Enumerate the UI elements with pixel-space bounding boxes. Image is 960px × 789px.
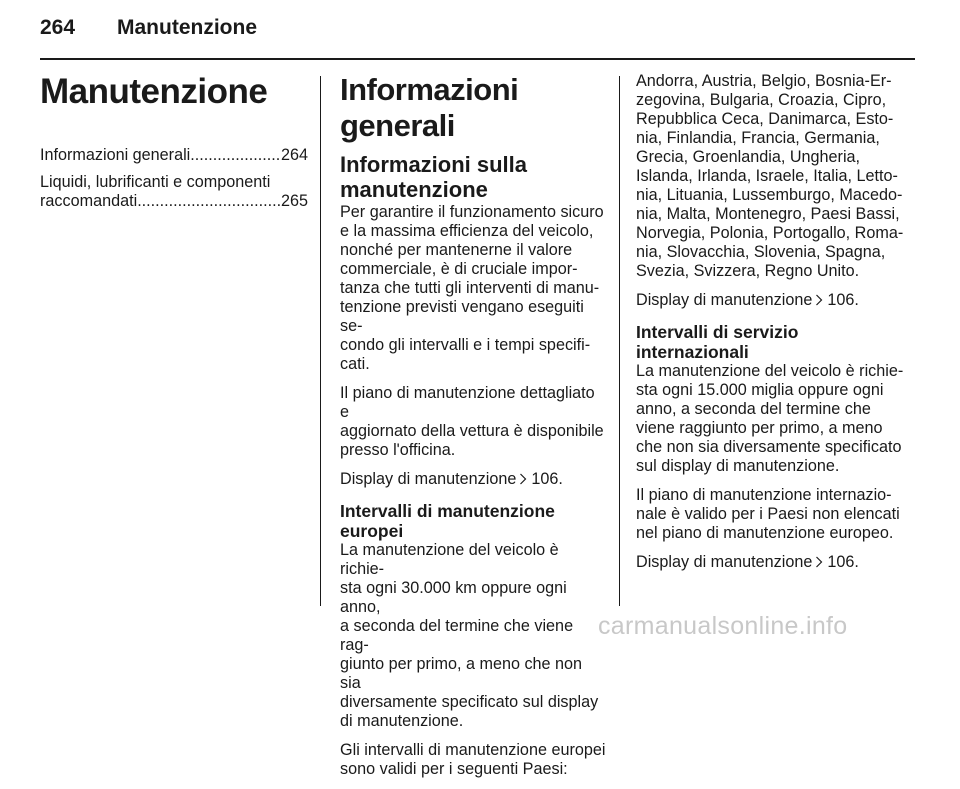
- text-line: a seconda del termine che viene rag-: [340, 617, 574, 654]
- subsection-heading: Intervalli di manutenzione europei: [340, 501, 555, 541]
- text-line: nia, Finlandia, Francia, Germania,: [636, 129, 880, 147]
- toc-entry-text-line1: Liquidi, lubrificanti e componenti: [40, 173, 271, 191]
- section-heading: Informazioni generali: [340, 72, 519, 143]
- toc-entry-text: Informazioni generali: [40, 146, 191, 164]
- toc-leader: [190, 146, 281, 165]
- text-line: sono validi per i seguenti Paesi:: [340, 760, 568, 778]
- text-line: anno, a seconda del termine che: [636, 400, 871, 418]
- text-line: Norvegia, Polonia, Portogallo, Roma-: [636, 224, 904, 242]
- toc-entry-text: raccomandati: [40, 192, 138, 210]
- toc-leader: [137, 192, 281, 211]
- cross-reference[interactable]: Display di manutenzione 106.: [340, 470, 563, 488]
- text-line: sta ogni 30.000 km oppure ogni anno,: [340, 579, 567, 616]
- watermark: carmanualsonline.info: [598, 612, 848, 640]
- text-line: condo gli intervalli e i tempi specifi-: [340, 336, 591, 354]
- text-line: Per garantire il funzionamento sicuro: [340, 203, 604, 221]
- column-2: [340, 72, 606, 789]
- paragraph: [340, 741, 606, 779]
- page-header: [40, 16, 920, 46]
- text-line: Andorra, Austria, Belgio, Bosnia-Er-: [636, 72, 892, 90]
- paragraph: [636, 362, 904, 476]
- paragraph: [340, 384, 606, 460]
- text-line: giunto per primo, a meno che non sia: [340, 655, 583, 692]
- text-line: nia, Slovacchia, Slovenia, Spagna,: [636, 243, 886, 261]
- text-line: Gli intervalli di manutenzione europei: [340, 741, 606, 759]
- column-divider-2: [619, 76, 620, 606]
- text-line: Svezia, Svizzera, Regno Unito.: [636, 262, 860, 280]
- text-line: Islanda, Irlanda, Israele, Italia, Letto-: [636, 167, 898, 185]
- text-line: viene raggiunto per primo, a meno: [636, 419, 883, 437]
- header-rule: [40, 58, 915, 60]
- text-line: nel piano di manutenzione europeo.: [636, 524, 894, 542]
- text-line: sta ogni 15.000 miglia oppure ogni: [636, 381, 884, 399]
- toc-entry-page: 264: [280, 146, 308, 164]
- toc-entry-page: 265: [280, 192, 308, 210]
- subsection-heading: Intervalli di servizio internazionali: [636, 322, 799, 362]
- running-head: Manutenzione: [117, 16, 257, 39]
- text-line: nale è valido per i Paesi non elencati: [636, 505, 900, 523]
- paragraph: [340, 203, 606, 374]
- text-line: La manutenzione del veicolo è richie-: [636, 362, 904, 380]
- column-3: [636, 72, 904, 582]
- text-line: di manutenzione.: [340, 712, 464, 730]
- text-line: che non sia diversamente specificato: [636, 438, 902, 456]
- text-line: cati.: [340, 355, 370, 373]
- subsection-heading: Informazioni sulla manutenzione: [340, 152, 528, 202]
- chapter-title: Manutenzione: [40, 72, 268, 111]
- text-line: diversamente specificato sul display: [340, 693, 599, 711]
- toc-entry[interactable]: [40, 173, 308, 211]
- text-line: aggiornato della vettura è disponibile: [340, 422, 604, 440]
- text-line: tenzione previsti vengano eseguiti se-: [340, 298, 584, 335]
- column-1: [40, 72, 308, 219]
- paragraph: [636, 72, 904, 281]
- paragraph: [636, 486, 904, 543]
- text-line: sul display di manutenzione.: [636, 457, 840, 475]
- text-line: commerciale, è di cruciale impor-: [340, 260, 578, 278]
- text-line: nonché per mantenerne il valore: [340, 241, 573, 259]
- text-line: nia, Lituania, Lussemburgo, Macedo-: [636, 186, 903, 204]
- column-divider-1: [320, 76, 321, 606]
- chevron-right-icon: [815, 294, 823, 306]
- text-line: e la massima efficienza del veicolo,: [340, 222, 594, 240]
- cross-reference[interactable]: Display di manutenzione 106.: [636, 291, 859, 309]
- text-line: tanza che tutti gli interventi di manu-: [340, 279, 600, 297]
- page-number: 264: [40, 16, 76, 39]
- paragraph: [340, 541, 606, 731]
- text-line: zegovina, Bulgaria, Croazia, Cipro,: [636, 91, 887, 109]
- text-line: Grecia, Groenlandia, Ungheria,: [636, 148, 861, 166]
- toc-entry[interactable]: [40, 146, 308, 165]
- chevron-right-icon: [815, 556, 823, 568]
- text-line: nia, Malta, Montenegro, Paesi Bassi,: [636, 205, 900, 223]
- text-line: Il piano di manutenzione dettagliato e: [340, 384, 595, 421]
- chevron-right-icon: [519, 473, 527, 485]
- text-line: Repubblica Ceca, Danimarca, Esto-: [636, 110, 894, 128]
- text-line: presso l'officina.: [340, 441, 456, 459]
- text-line: Il piano di manutenzione internazio-: [636, 486, 892, 504]
- cross-reference[interactable]: Display di manutenzione 106.: [636, 553, 859, 571]
- text-line: La manutenzione del veicolo è richie-: [340, 541, 559, 578]
